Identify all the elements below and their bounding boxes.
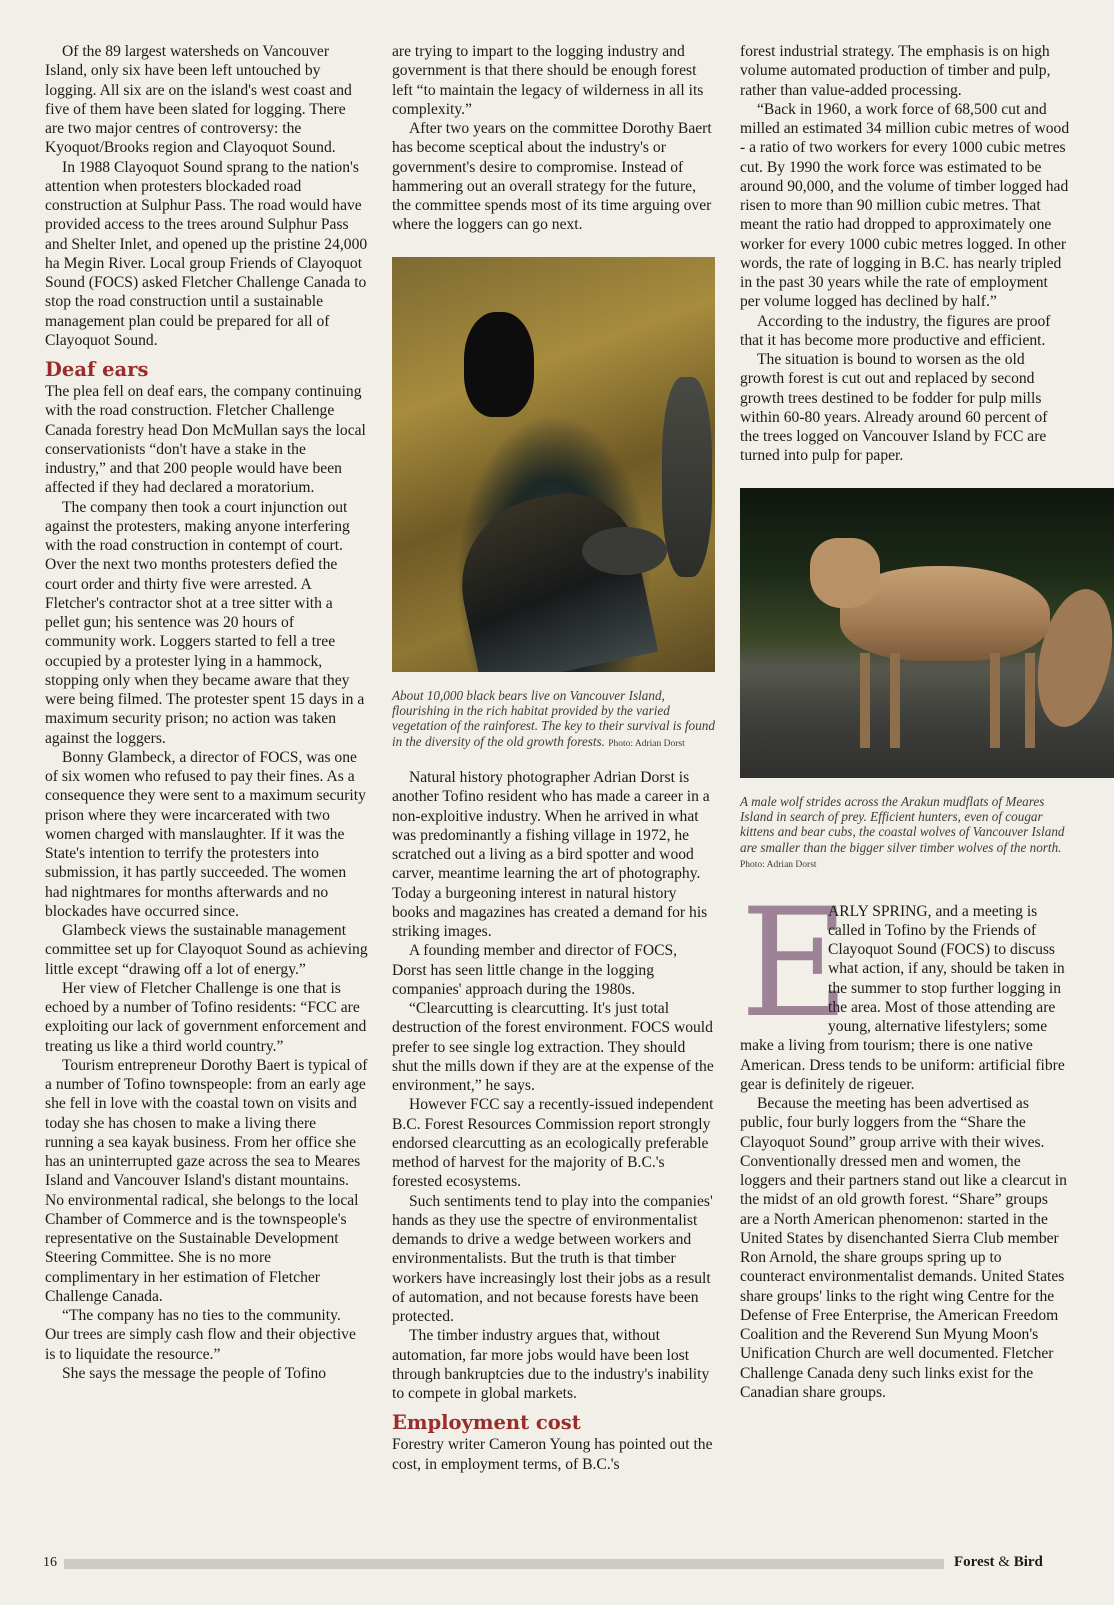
column-3: [740, 42, 1070, 1402]
wolf-photo: [740, 488, 1114, 778]
paragraph: ARLY SPRING, and a meeting is called in Tofino by the Friends of Clayoquot Sound (FOCS) to discuss what action, if any, should be taken in the summer to stop further logging in the area. Most of those attending are young, alternative lifestylers; some make a living from tourism; there is one native American. Dress tends to be uniform: artificial fibre gear is definitely de rigeuer.: [740, 902, 1065, 1093]
paragraph: The situation is bound to worsen as the old growth forest is cut out and replaced by second growth trees destined to be fodder for pulp mills within 60-80 years. Already around 60 percent of the trees logged on Vancouver Island by FCC are turned into pulp for paper.: [740, 351, 1048, 465]
paragraph: According to the industry, the figures are proof that it has become more productive and efficient.: [740, 312, 1051, 349]
magazine-title-word: Forest: [954, 1554, 995, 1570]
column-2: [392, 42, 715, 1474]
paragraph: However FCC say a recently-issued independent B.C. Forest Resources Commission report strongly endorsed clearcutting as an ecologically preferable method of harvest for the majority of B.C.'s forested ecosystems.: [392, 1096, 714, 1191]
magazine-title: [954, 1554, 1043, 1571]
magazine-title-amp: &: [998, 1554, 1010, 1570]
paragraph: are trying to impart to the logging industry and government is that there should be enough forest left “to maintain the legacy of wilderness in all its complexity.”: [392, 43, 704, 118]
wolf-head-shape: [810, 538, 880, 608]
paragraph: “Clearcutting is clearcutting. It's just total destruction of the forest environment. FOCS would prefer to see single log extraction. They should shut the mills down if they are at the expense of the environment,” he says.: [392, 1000, 714, 1095]
stream-shape: [446, 480, 658, 672]
paragraph: Bonny Glambeck, a director of FOCS, was one of six women who refused to pay their fines. As a consequence they were sent to a maximum security prison where they were incarcerated with two women charged with manslaughter. If it was the State's intention to terrify the protesters into submission, it has partly succeeded. The women had nightmares for months afterwards and no blockades have occurred since.: [45, 748, 366, 920]
column-2-top: [392, 42, 715, 235]
wolf-leg-shape: [890, 653, 900, 748]
dropcap-section: [740, 876, 1070, 1403]
paragraph: The plea fell on deaf ears, the company continuing with the road construction. Fletcher Challenge Canada forestry head Don McMullan says the local conservationists “don't have a stake in the industry,” and that 200 people would have been affected if they had declared a moratorium.: [45, 383, 366, 497]
footer-rule: [64, 1559, 944, 1569]
magazine-title-word: Bird: [1013, 1554, 1043, 1570]
drop-cap: E: [740, 876, 850, 1051]
wolf-caption-text: A male wolf strides across the Arakun mudflats of Meares Island in search of prey. Efficient hunters, even of cougar kittens and bear cubs, the coastal wolves of Vancouver Island are smaller than the bigger silver timber wolves of the north.: [740, 793, 1065, 855]
paragraph: Her view of Fletcher Challenge is one that is echoed by a number of Tofino residents: “FCC are exploiting our lack of government enforcement and treating us like a third world country.”: [45, 979, 367, 1055]
section-heading: Deaf ears: [45, 358, 149, 381]
bear-photo-credit: Photo: Adrian Dorst: [608, 738, 685, 749]
wolf-leg-shape: [860, 653, 870, 748]
wolf-leg-shape: [990, 653, 1000, 748]
rock-shape: [582, 527, 667, 575]
paragraph: Natural history photographer Adrian Dorst is another Tofino resident who has made a career in a non-exploitive industry. When he arrived in what was predominantly a fishing village in 1972, he scratched out a living as a bird spotter and wood carver, meantime learning the art of photography. Today a burgeoning interest in natural history books and magazines has created a demand for his striking images.: [392, 769, 710, 941]
bear-caption-text: About 10,000 black bears live on Vancouver Island, flourishing in the rich habitat provided by the varied vegetation of the rainforest. The key to their survival is found in the diversity of the old growth forests.: [392, 687, 715, 749]
paragraph: “The company has no ties to the community. Our trees are simply cash flow and their objective is to liquidate the resource.”: [45, 1307, 356, 1363]
paragraph: A founding member and director of FOCS, Dorst has seen little change in the logging companies' approach during the 1980s.: [392, 942, 678, 998]
bear-caption: [392, 688, 715, 753]
paragraph: Such sentiments tend to play into the companies' hands as they use the spectre of environmentalist demands to drive a wedge between workers and environmentalists. But the truth is that timber workers have increasingly lost their jobs as a result of automation, and not because forests have been protected.: [392, 1192, 713, 1326]
paragraph: In 1988 Clayoquot Sound sprang to the nation's attention when protesters blockaded road construction at Sulphur Pass. The road would have provided access to the trees around Sulphur Pass and Shelter Inlet, and opened up the pristine 24,000 ha Megin River. Local group Friends of Clayoquot Sound (FOCS) asked Fletcher Challenge Canada to stop the road construction until a sustainable management plan could be prepared for all of Clayoquot Sound.: [45, 158, 368, 349]
paragraph: The timber industry argues that, without automation, far more jobs would have been lost through bankruptcies due to the industry's inability to compete in global markets.: [392, 1327, 710, 1403]
paragraph: Of the 89 largest watersheds on Vancouver Island, only six have been left untouched by logging. All six are on the island's west coast and five of them have been slated for logging. There are two major centres of controversy: the Kyoquot/Brooks region and Clayoquot Sound.: [45, 43, 352, 157]
wolf-photo-credit: Photo: Adrian Dorst: [740, 860, 817, 871]
column-2-bottom: [392, 768, 715, 1474]
wolf-caption: [740, 794, 1070, 874]
paragraph: Glambeck views the sustainable management committee set up for Clayoquot Sound as achieving little except “drawing off a lot of energy.”: [45, 922, 368, 978]
paragraph: Because the meeting has been advertised as public, four burly loggers from the “Share the Clayoquot Sound” group arrive with their wives. Conventionally dressed men and women, the loggers and their partners stand out like a clearcut in the midst of an old growth forest. “Share” groups are a North American phenomenon: started in the United States by disenchanted Sierra Club member Ron Arnold, the share groups spring up to counteract environmentalist demands. United States share groups' links to the right wing Centre for the Defense of Free Enterprise, the American Freedom Coalition and the Reverend Sun Myung Moon's Unification Church are well documented. Fletcher Challenge Canada deny such links exist for the Canadian share groups.: [740, 1095, 1067, 1401]
paragraph: “Back in 1960, a work force of 68,500 cut and milled an estimated 34 million cubic metres of wood - a ratio of two workers for every 1000 cubic metres cut. By 1990 the work force was estimated to be around 90,000, and the volume of timber logged had risen to more than 90 million cubic metres. That meant the ratio had dropped to approximately one worker for every 1000 cubic metres logged. In other words, the rate of logging in B.C. has nearly tripled in the past 30 years while the rate of employment per volume logged has declined by half.”: [740, 100, 1070, 311]
paragraph: After two years on the committee Dorothy Baert has become sceptical about the industry's or government's desire to compromise. Instead of hammering out an overall strategy for the future, the committee spends most of its time arguing over where the loggers can go next.: [392, 120, 712, 234]
paragraph: Forestry writer Cameron Young has pointed out the cost, in employment terms, of B.C.'s: [392, 1436, 713, 1473]
column-3-top: [740, 42, 1070, 466]
rock-shape: [662, 377, 712, 577]
page-number: 16: [43, 1555, 57, 1570]
page-footer: [0, 1552, 1114, 1576]
paragraph: Tourism entrepreneur Dorothy Baert is typical of a number of Tofino townspeople: from an early age she fell in love with the coastal town on visits and today she has chosen to make a living there running a sea kayak business. From her office she has an uninterrupted gaze across the sea to Meares Island and Vancouver Island's distant mountains. No environmental radical, she belongs to the local Chamber of Commerce and is the townspeople's representative on the Sustainable Development Steering Committee. She is no more complimentary in her estimation of Fletcher Challenge Canada.: [45, 1056, 368, 1305]
section-heading: Employment cost: [392, 1411, 581, 1435]
bear-shape: [464, 312, 534, 417]
paragraph: She says the message the people of Tofino: [62, 1364, 327, 1382]
wolf-leg-shape: [1025, 653, 1035, 748]
paragraph: forest industrial strategy. The emphasis is on high volume automated production of timber and pulp, rather than value-added processing.: [740, 43, 1051, 99]
paragraph: The company then took a court injunction out against the protesters, making anyone interfering with the road construction in contempt of court. Over the next two months protesters defied the court order and thirty five were arrested. A Fletcher's contractor shot at a tree sitter with a pellet gun; his sentence was 20 hours of community work. Loggers started to fell a tree occupied by a protester lying in a hammock, stopping only when they became aware that they were being filmed. The protester spent 15 days in a maximum security prison; no action was taken against the loggers.: [45, 498, 365, 747]
column-1: [45, 42, 368, 1383]
black-bear-photo: [392, 257, 715, 672]
